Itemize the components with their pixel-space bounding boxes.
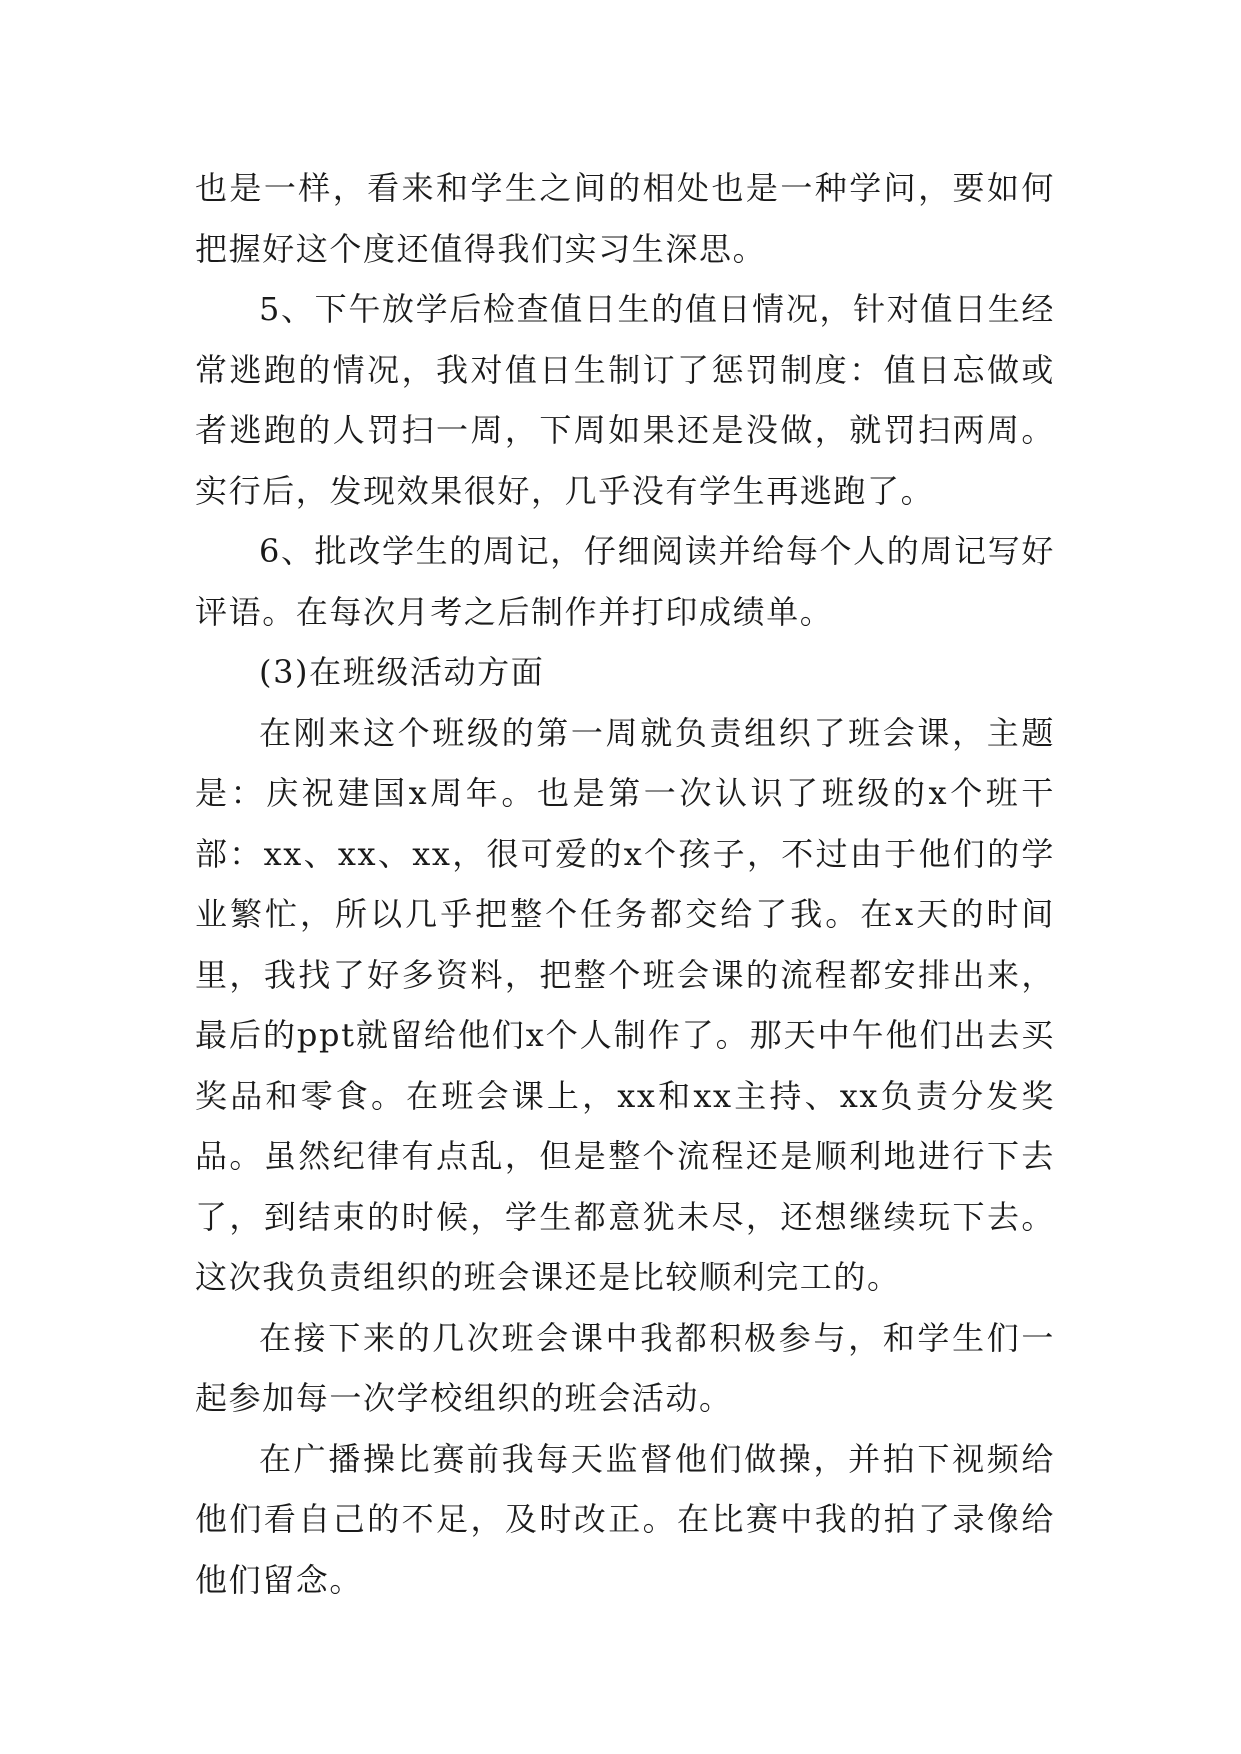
paragraph-class-meeting: 在刚来这个班级的第一周就负责组织了班会课，主题是：庆祝建国x周年。也是第一次认识了班级的x个班干部：xx、xx、xx，很可爱的x个孩子，不过由于他们的学业繁忙，所以几乎把整个任务都交给了我。在x天的时间里，我找了好多资料，把整个班会课的流程都安排出来，最后的ppt就留给他们x个人制作了。那天中午他们出去买奖品和零食。在班会课上，xx和xx主持、xx负责分发奖品。虽然纪律有点乱，但是整个流程还是顺利地进行下去了，到结束的时候，学生都意犹未尽，还想继续玩下去。这次我负责组织的班会课还是比较顺利完工的。 [195,713,1055,1296]
paragraph-continuation: 也是一样，看来和学生之间的相处也是一种学问，要如何把握好这个度还值得我们实习生深思。 [195,169,1055,268]
paragraph-participation: 在接下来的几次班会课中我都积极参与，和学生们一起参加每一次学校组织的班会活动。 [195,1318,1055,1417]
paragraph-exercise-competition: 在广播操比赛前我每天监督他们做操，并拍下视频给他们看自己的不足，及时改正。在比赛中我的拍了录像给他们留念。 [195,1439,1055,1599]
section-heading-class-activities: (3)在班级活动方面 [259,653,545,691]
document-body [195,158,1055,1610]
paragraph-item-6: 6、批改学生的周记，仔细阅读并给每个人的周记写好评语。在每次月考之后制作并打印成绩单。 [195,532,1055,631]
paragraph-item-5: 5、下午放学后检查值日生的值日情况，针对值日生经常逃跑的情况，我对值日生制订了惩罚制度：值日忘做或者逃跑的人罚扫一周，下周如果还是没做，就罚扫两周。实行后，发现效果很好，几乎没有学生再逃跑了。 [195,290,1055,510]
